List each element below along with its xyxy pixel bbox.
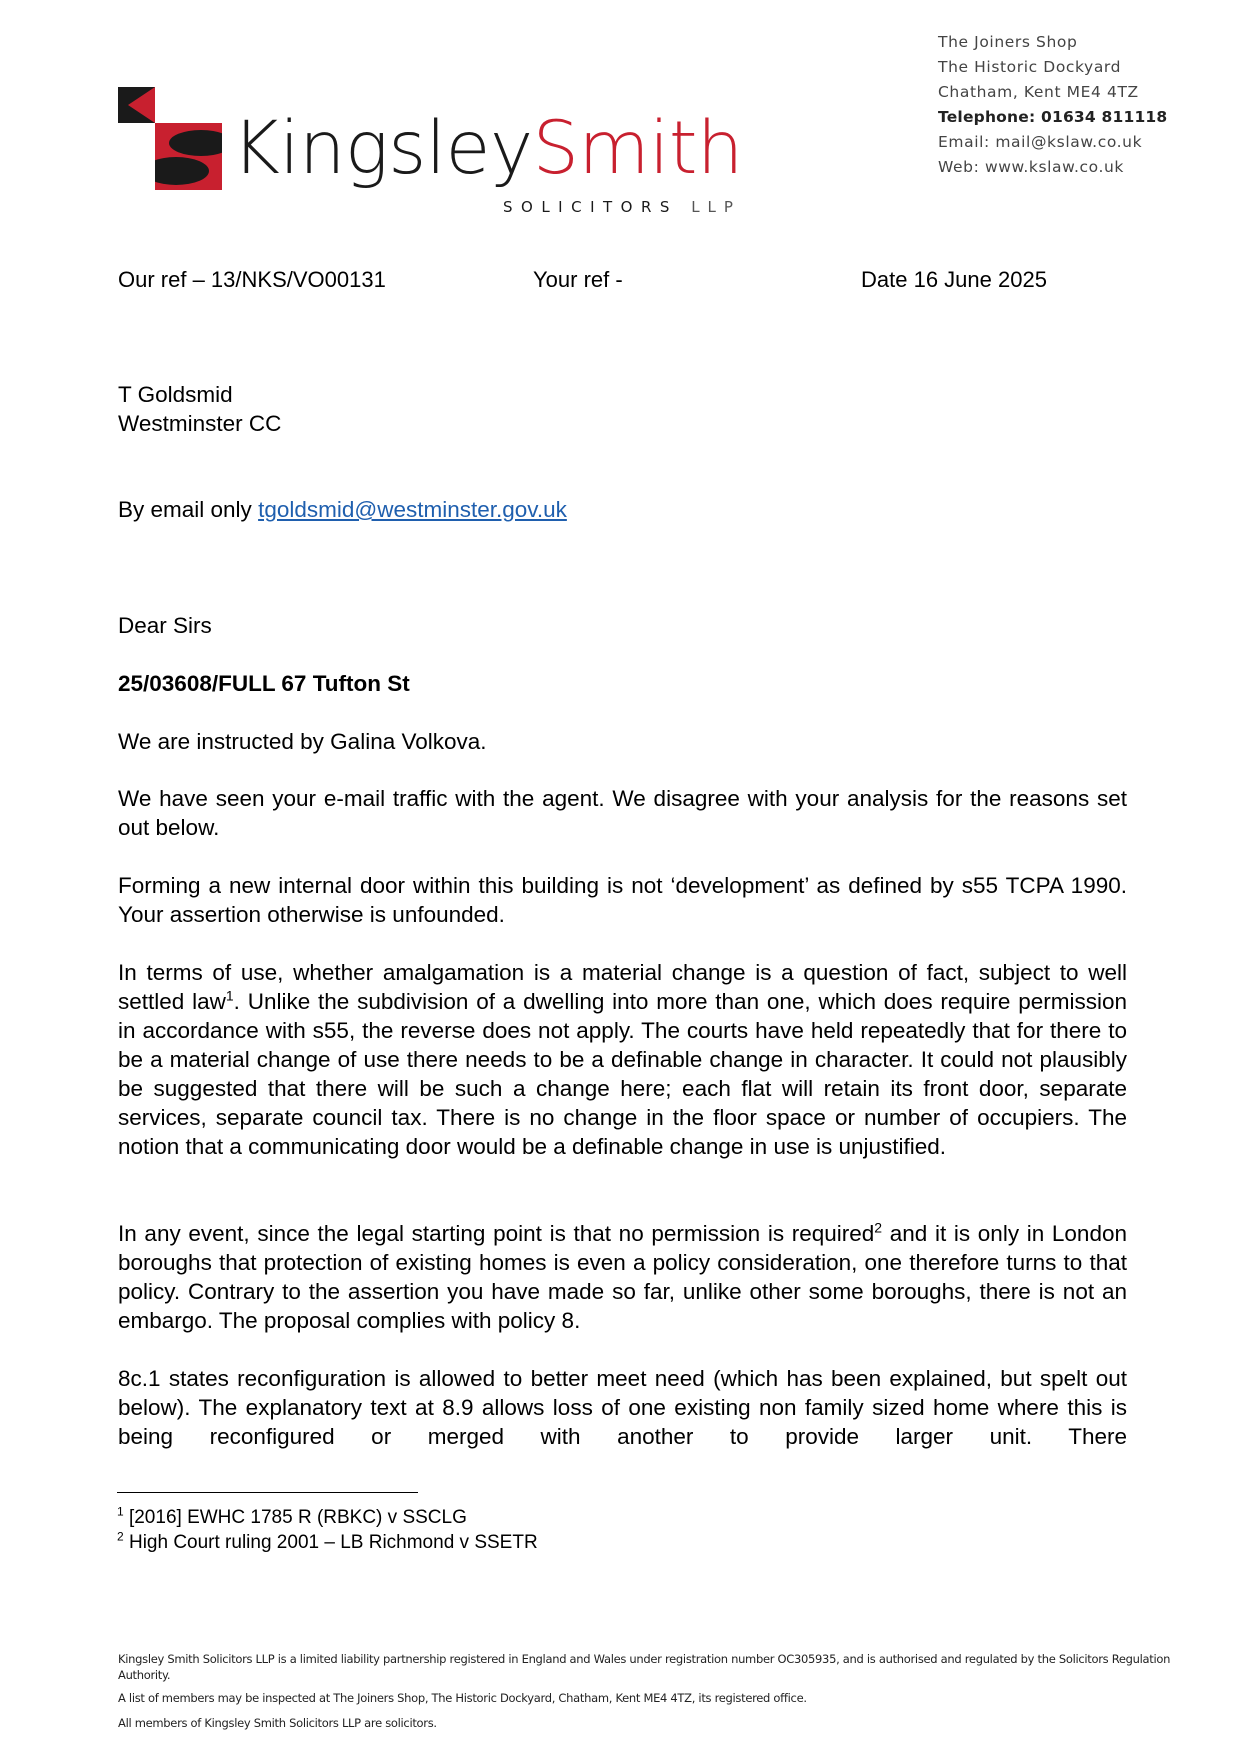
footnote-text: [2016] EWHC 1785 R (RBKC) v SSCLG — [123, 1507, 467, 1528]
logo-wordmark — [232, 106, 743, 191]
footnote-number: 2 — [117, 1529, 124, 1544]
legal-members-solicitors: All members of Kingsley Smith Solicitors LLP are solicitors. — [118, 1716, 437, 1730]
letter-date: Date 16 June 2025 — [861, 267, 1047, 292]
footnote-number: 1 — [117, 1504, 124, 1519]
recipient-organisation: Westminster CC — [118, 411, 282, 436]
footnote-1 — [117, 1505, 467, 1530]
footnote-separator — [117, 1492, 418, 1493]
recipient-block — [118, 380, 1127, 438]
firm-email: Email: mail@kslaw.co.uk — [938, 133, 1143, 151]
delivery-line — [118, 495, 1127, 524]
footnote-2 — [117, 1530, 538, 1555]
our-reference: Our ref – 13/NKS/VO00131 — [118, 267, 386, 292]
logo-subtitle-llp: LLP — [691, 198, 741, 216]
paragraph-5 — [118, 1219, 1127, 1335]
paragraph-6: 8c.1 states reconfiguration is allowed to better meet need (which has been explained, but spelt out below). The explanatory text at 8.9 allows loss of one existing non family sized home where this is being reconfigured or merged with another to provide larger unit. There — [118, 1366, 1127, 1449]
telephone: Telephone: 01634 811118 — [938, 108, 1168, 126]
address-line: The Joiners Shop — [938, 33, 1078, 51]
footnote-ref-1: 1 — [225, 987, 234, 1004]
paragraph-2: We have seen your e-mail traffic with the agent. We disagree with your analysis for the reasons set out below. — [118, 786, 1127, 840]
logo-word-kingsley: Kingsley — [232, 106, 533, 191]
footnote-text: High Court ruling 2001 – LB Richmond v SSETR — [123, 1532, 538, 1553]
paragraph-1: We are instructed by Galina Volkova. — [118, 729, 487, 754]
legal-members-inspection: A list of members may be inspected at The Joiners Shop, The Historic Dockyard, Chatham, Kent ME4 4TZ, its registered office. — [118, 1691, 807, 1705]
salutation: Dear Sirs — [118, 613, 212, 638]
delivery-prefix: By email only — [118, 497, 252, 522]
firm-address-block — [938, 30, 1167, 180]
legal-registration: Kingsley Smith Solicitors LLP is a limited liability partnership registered in England and Wales under registration number OC305935, and is authorised and regulated by the Solicitors Regulation Authority. — [118, 1652, 1171, 1682]
logo-word-smith: Smith — [532, 106, 743, 191]
footnote-ref-2: 2 — [874, 1219, 883, 1236]
logo-subtitle — [503, 198, 741, 216]
your-reference: Your ref - — [533, 267, 623, 292]
logo-mark-icon — [118, 87, 222, 190]
recipient-email-link[interactable]: tgoldsmid@westminster.gov.uk — [258, 497, 567, 522]
address-line: The Historic Dockyard — [938, 58, 1122, 76]
firm-web: Web: www.kslaw.co.uk — [938, 158, 1124, 176]
logo-subtitle-solicitors: SOLICITORS — [503, 198, 678, 216]
paragraph-4-text-a: In terms of use, whether amalgamation is a material change is a question of fact, subject to well settled law — [118, 960, 1127, 1014]
subject-heading: 25/03608/FULL 67 Tufton St — [118, 671, 410, 696]
paragraph-3: Forming a new internal door within this building is not ‘development’ as defined by s55 TCPA 1990. Your assertion otherwise is unfounded. — [118, 873, 1127, 927]
paragraph-5-text-a: In any event, since the legal starting point is that no permission is required — [118, 1221, 875, 1246]
paragraph-4-text-b: . Unlike the subdivision of a dwelling into more than one, which does require permission in accordance with s55, the reverse does not apply. The courts have held repeatedly that for there to be a material change of use there needs to be a definable change in character. It could not plausibly be suggested that there will be such a change here; each flat will retain its front door, separate services, separate council tax. There is no change in the floor space or number of occupiers. The notion that a communicating door would be a definable change in use is unjustified. — [118, 989, 1127, 1159]
paragraph-5-text-b: and it is only in London boroughs that protection of existing homes is even a policy consideration, one therefore turns to that policy. Contrary to the assertion you have made so far, unlike other some boroughs, there is not an embargo. The proposal complies with policy 8. — [118, 1221, 1127, 1333]
recipient-name: T Goldsmid — [118, 382, 233, 407]
address-line: Chatham, Kent ME4 4TZ — [938, 83, 1139, 101]
paragraph-4 — [118, 958, 1127, 1161]
